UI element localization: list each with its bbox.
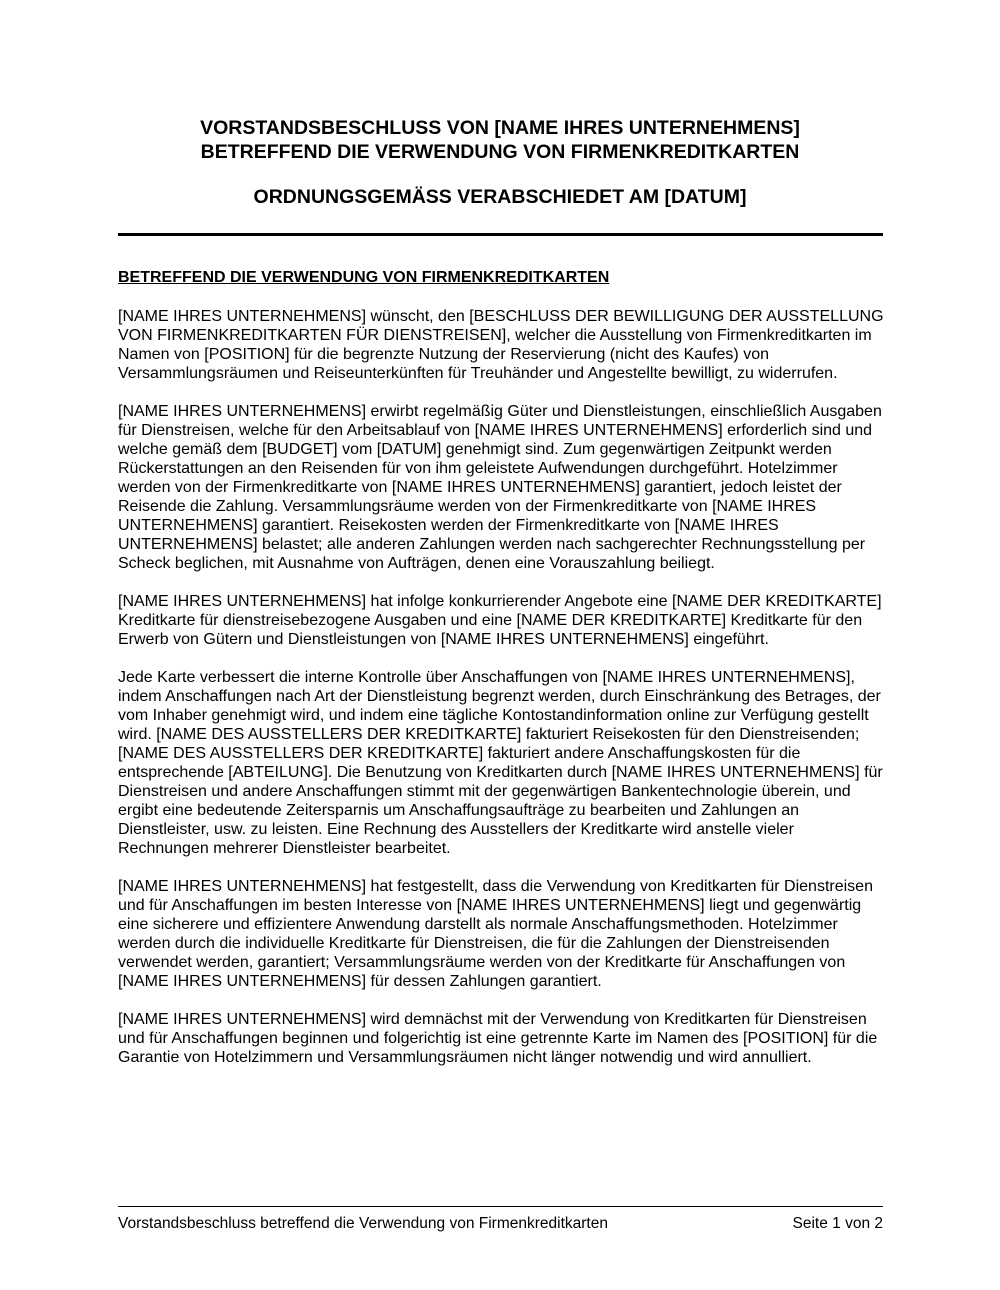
title-line-2: BETREFFEND DIE VERWENDUNG VON FIRMENKREDITKARTEN <box>200 141 800 163</box>
document-subtitle: ORDNUNGSGEMÄSS VERABSCHIEDET AM [DATUM] <box>253 186 747 208</box>
footer-page-number: Seite 1 von 2 <box>792 1215 883 1232</box>
paragraph-4: Jede Karte verbessert die interne Kontrolle über Anschaffungen von [NAME IHRES UNTERNEHMENS], indem Anschaffungen nach Art der Dienstleistung begrenzt werden, durch Einschränkung des Betrages, der vom Inhaber genehmigt wird, und indem eine tägliche Kontostandinformation online zur Verfügung gestellt wird. [NAME DES AUSSTELLERS DER KREDITKARTE] fakturiert Reisekosten für den Dienstreisenden; [NAME DES AUSSTELLERS DER KREDITKARTE] fakturiert andere Anschaffungskosten für die entsprechende [ABTEILUNG]. Die Benutzung von Kreditkarten durch [NAME IHRES UNTERNEHMENS] für Dienstreisen und andere Anschaffungen stimmt mit der gegenwärtigen Bankentechnologie überein, und ergibt eine bedeutende Zeitersparnis um Anschaffungsaufträge zu bearbeiten und Zahlungen an Dienstleister, usw. zu leisten. Eine Rechnung des Ausstellers der Kreditkarte wird anstelle vieler Rechnungen mehrerer Dienstleister bearbeitet. <box>118 669 883 857</box>
paragraph-5: [NAME IHRES UNTERNEHMENS] hat festgestellt, dass die Verwendung von Kreditkarten für Dienstreisen und für Anschaffungen im besten Interesse von [NAME IHRES UNTERNEHMENS] liegt und gegenwärtig eine sicherere und effizientere Anwendung darstellt als normale Anschaffungsmethoden. Hotelzimmer werden durch die individuelle Kreditkarte für Dienstreisen, die für die Zahlungen der Dienstreisenden verwendet werden, garantiert; Versammlungsräume werden von der Kreditkarte für Anschaffungen von [NAME IHRES UNTERNEHMENS] für dessen Zahlungen garantiert. <box>118 878 873 990</box>
footer-divider <box>118 1206 883 1207</box>
page-footer <box>118 1214 883 1233</box>
header-divider <box>118 233 883 236</box>
paragraph-6: [NAME IHRES UNTERNEHMENS] wird demnächst mit der Verwendung von Kreditkarten für Dienstreisen und für Anschaffungen beginnen und folgerichtig ist eine getrennte Karte im Namen des [POSITION] für die Garantie von Hotelzimmern und Versammlungsräumen nicht länger notwendig und wird annulliert. <box>118 1011 878 1066</box>
section-heading: BETREFFEND DIE VERWENDUNG VON FIRMENKREDITKARTEN <box>118 269 610 286</box>
paragraph-3: [NAME IHRES UNTERNEHMENS] hat infolge konkurrierender Angebote eine [NAME DER KREDITKARTE] Kreditkarte für dienstreisebezogene Ausgaben und eine [NAME DER KREDITKARTE] Kreditkarte für den Erwerb von Gütern und Dienstleistungen von [NAME IHRES UNTERNEHMENS] eingeführt. <box>118 593 882 648</box>
paragraph-2: [NAME IHRES UNTERNEHMENS] erwirbt regelmäßig Güter und Dienstleistungen, einschließlich Ausgaben für Dienstreisen, welche für den Arbeitsablauf von [NAME IHRES UNTERNEHMENS] erforderlich sind und welche gemäß dem [BUDGET] vom [DATUM] genehmigt sind. Zum gegenwärtigen Zeitpunkt werden Rückerstattungen an den Reisenden für von ihm geleistete Aufwendungen durchgeführt. Hotelzimmer werden von der Firmenkreditkarte von [NAME IHRES UNTERNEHMENS] garantiert, jedoch leistet der Reisende die Zahlung. Versammlungsräume werden von der Firmenkreditkarte von [NAME IHRES UNTERNEHMENS] garantiert. Reisekosten werden der Firmenkreditkarte von [NAME IHRES UNTERNEHMENS] belastet; alle anderen Zahlungen werden nach sachgerechter Rechnungsstellung per Scheck beglichen, mit Ausnahme von Aufträgen, denen eine Vorauszahlung beiliegt. <box>118 403 882 572</box>
footer-document-title: Vorstandsbeschluss betreffend die Verwendung von Firmenkreditkarten <box>118 1215 608 1232</box>
paragraph-1: [NAME IHRES UNTERNEHMENS] wünscht, den [BESCHLUSS DER BEWILLIGUNG DER AUSSTELLUNG VON FIRMENKREDITKARTEN FÜR DIENSTREISEN], welcher die Ausstellung von Firmenkreditkarten im Namen von [POSITION] für die begrenzte Nutzung der Reservierung (nicht des Kaufes) von Versammlungsräumen und Reiseunterkünften für Treuhänder und Angestellte bewilligt, zu widerrufen. <box>118 308 884 382</box>
title-line-1: VORSTANDSBESCHLUSS VON [NAME IHRES UNTERNEHMENS] <box>200 117 800 139</box>
document-title <box>118 116 882 164</box>
document-body <box>118 268 888 1086</box>
